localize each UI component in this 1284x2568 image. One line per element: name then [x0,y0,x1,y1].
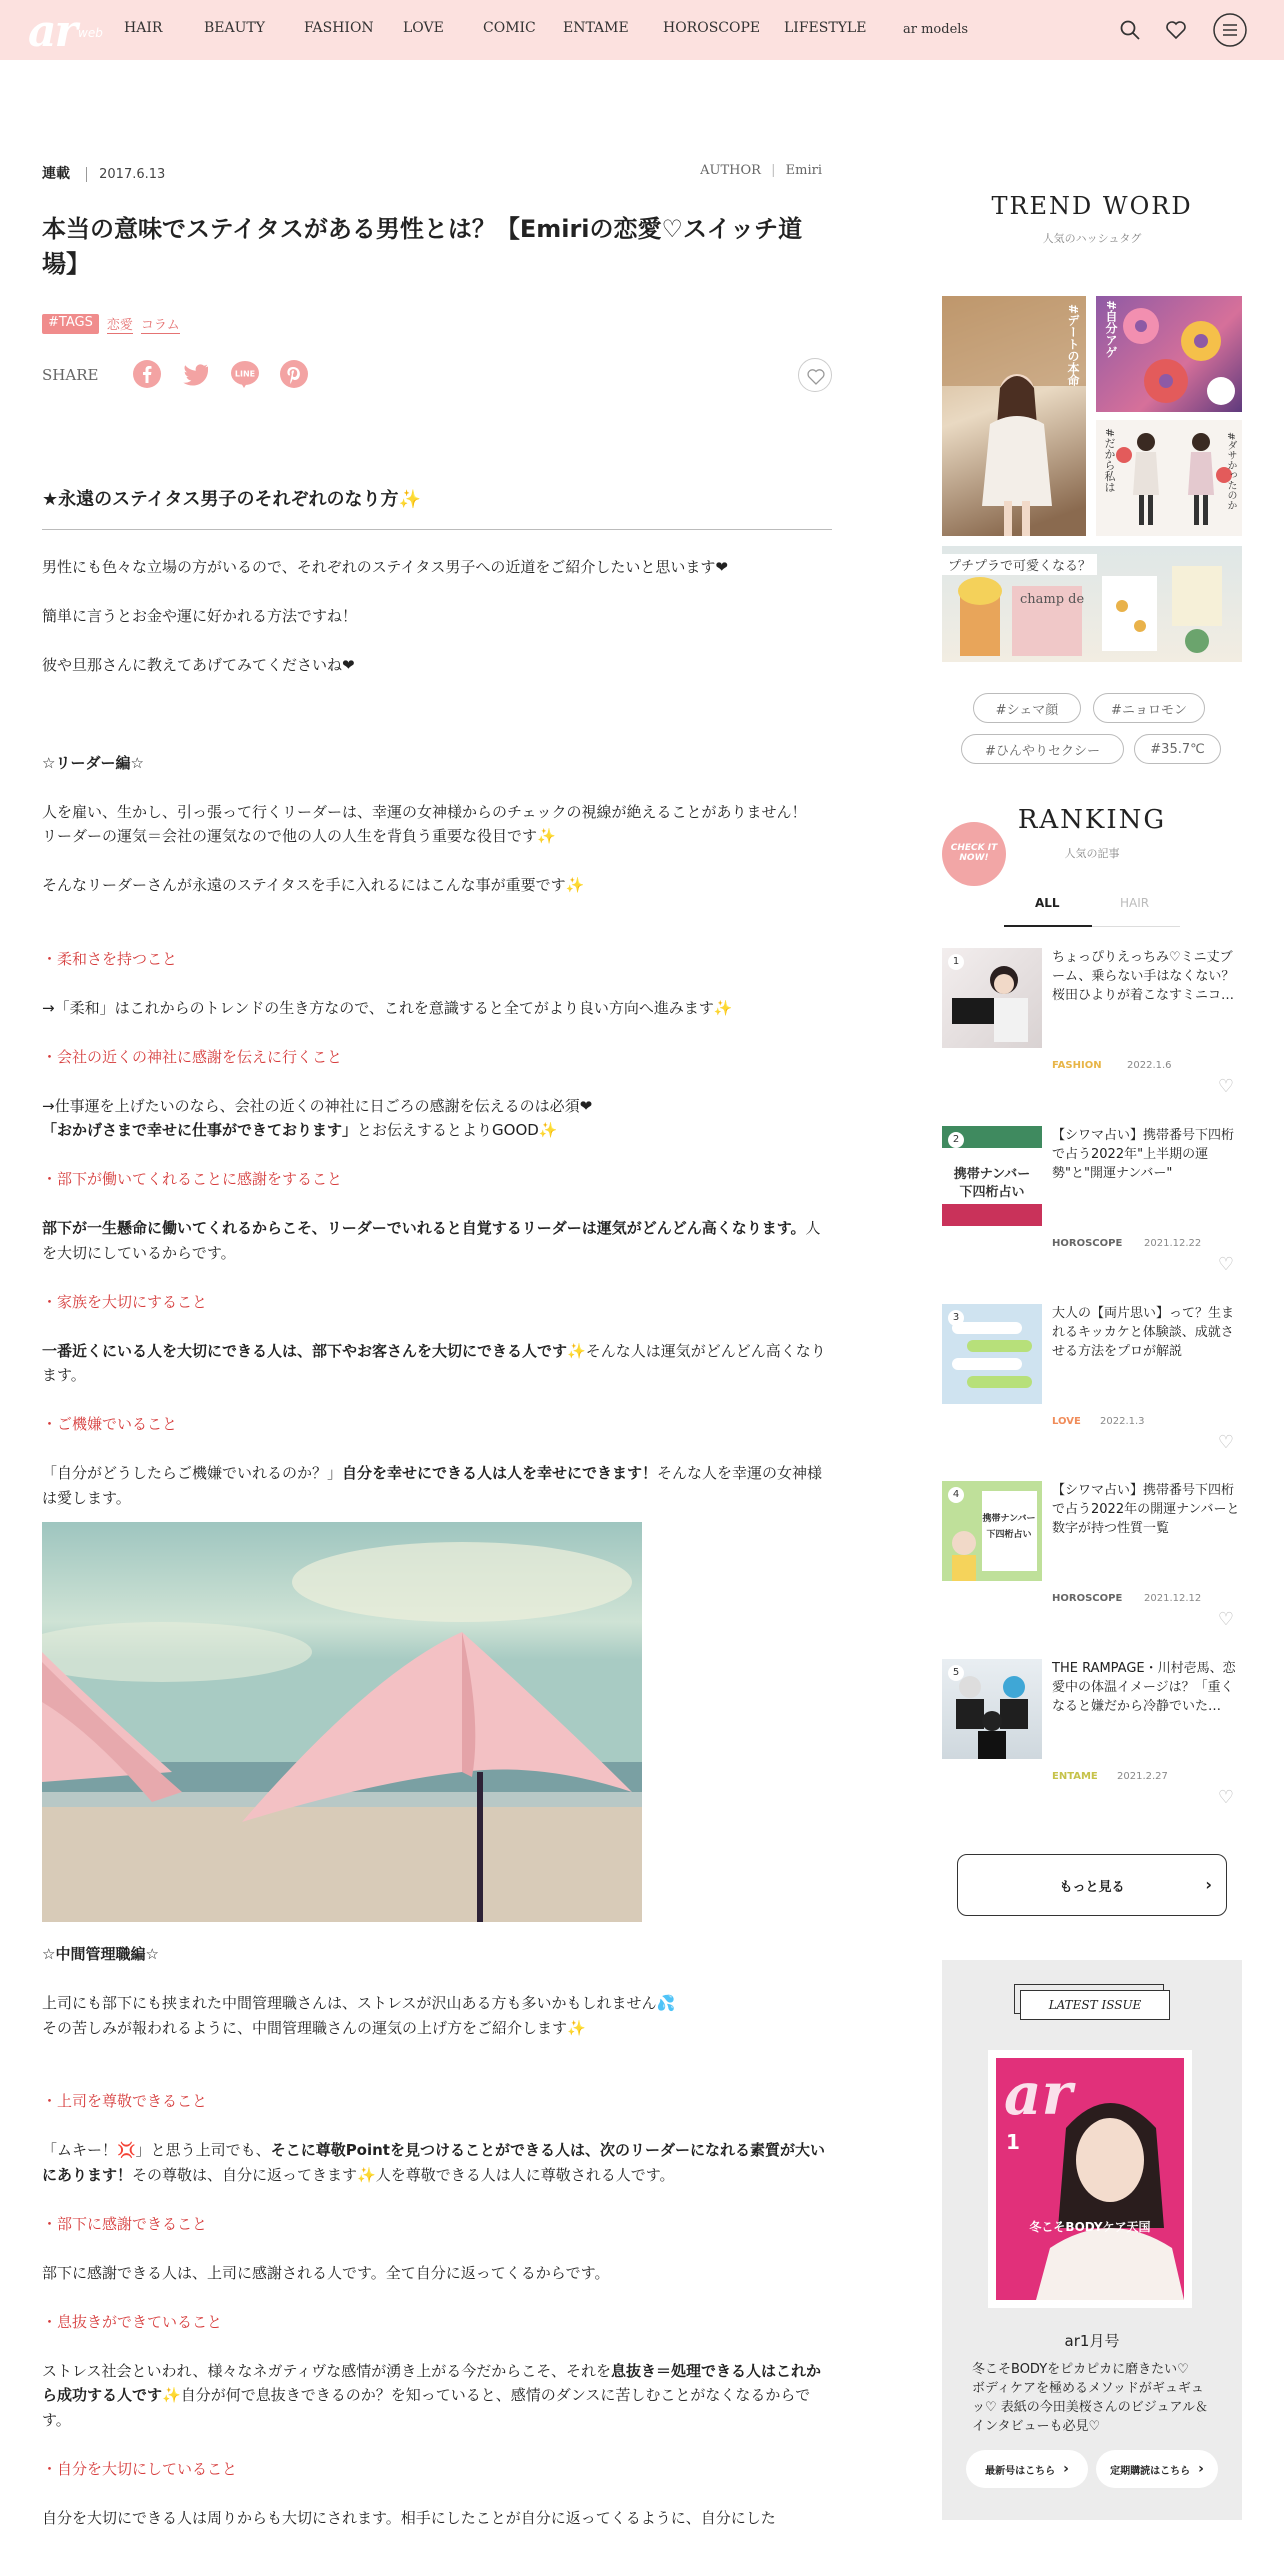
bold-text: 自分を幸せにできる人は人を幸せにできます！ [342,1464,658,1482]
beach-umbrella-illustration [42,1522,642,1922]
rank-number: 5 [948,1665,964,1681]
paragraph [42,1339,832,1388]
point-heading: ・自分を大切にしていること [42,2459,238,2478]
article-body [42,488,832,2530]
trend-image-label: プチプラで可愛くなる？ [942,554,1097,575]
trend-image-petit-price[interactable] [942,546,1242,662]
ranking-title-text: 【シワマ占い】携帯番号下四桁で占う2022年の開運ナンバーと数字が持つ性質一覧 [1052,1483,1240,1536]
latest-issue-button-label: 最新号はこちら [985,2465,1056,2477]
text: とお伝えするとよりGOOD✨ [357,1121,558,1139]
nav-item-love[interactable]: LOVE [403,20,444,36]
cover-month: 1 [1006,2130,1020,2154]
series-label[interactable]: 連載 [42,166,70,182]
chevron-right-icon: › [1063,2461,1069,2477]
article-title: 本当の意味でステイタスがある男性とは？【Emiriの恋愛♡スイッチ道場】 [42,215,803,278]
tag-love[interactable]: 恋愛 [107,314,133,334]
ranking-thumbnail [942,948,1042,1048]
subheading-middle: ☆中間管理職編☆ [42,1945,159,1963]
bold-text: 「おかげさまで幸せに仕事ができております」 [42,1121,358,1139]
section-heading: ★永遠のステイタス男子のそれぞれのなり方✨ [42,488,832,530]
svg-text:携帯ナンバー: 携帯ナンバー [953,1167,1031,1182]
pinterest-share-icon[interactable] [279,359,309,389]
paragraph [42,1461,832,1510]
trend-word-title: TREND WORD [991,192,1193,220]
text: ストレス社会といわれ、様々なネガティヴな感情が湧き上がる今だからこそ、それを [42,2361,611,2380]
hashtag-pill[interactable]: #ニョロモン [1093,693,1205,723]
rank-number: 1 [948,954,964,970]
heart-icon[interactable]: ♡ [1217,1609,1234,1630]
latest-issue-label: LATEST ISSUE [1020,1990,1170,2020]
check-it-now-badge: CHECK IT NOW! [942,822,1006,886]
paragraph: 上司にも部下にも挟まれた中間管理職さんは、ストレスが沢山ある方も多いかもしれません💦 [42,1994,676,2012]
ranking-item[interactable] [942,1481,1242,1641]
issue-name: ar1月号 [1064,2332,1120,2350]
paragraph: リーダーの運気＝会社の運気なので他の人の人生を背負う重要な役目です✨ [42,827,556,845]
nav-item-beauty[interactable]: BEAUTY [204,20,265,36]
paragraph: 彼や旦那さんに教えてあげてみてくださいね❤ [42,655,355,674]
ranking-date: 2021.12.12 [1144,1593,1202,1604]
text: その尊敬は、自分に返ってきます✨人を尊敬できる人は人に尊敬される人です。 [132,2165,675,2184]
paragraph: 男性にも色々な立場の方がいるので、それぞれのステイタス男子への近道をご紹介したいと思います❤ [42,557,728,576]
article-meta [42,163,822,183]
bold-text: 部下が一生懸命に働いてくれるからこそ、リーダーでいれると自覚するリーダーは運気がどんどん高くなります。 [42,1219,806,1237]
beach-umbrella-photo [42,1522,642,1922]
facebook-share-icon[interactable] [132,359,162,389]
paragraph: そんなリーダーさんが永遠のステイタスを手に入れるにはこんな事が重要です✨ [42,876,585,894]
cover-logo: ar [1004,2060,1073,2128]
paragraph: 自分を大切にできる人は周りからも大切にされます。相手にしたことが自分に返ってくるように、自分にした [42,2508,776,2527]
ranking-title-text: ちょっぴりえっちみ♡ミニ丈ブーム、乗らない手はなくない？桜田ひよりが着こなすミニコ… [1052,950,1235,1003]
text: そんな人を幸運の女神様は愛します。 [42,1464,823,1507]
ranking-thumbnail [942,1481,1042,1581]
ranking-date: 2021.2.27 [1117,1771,1168,1782]
twitter-share-icon[interactable] [181,359,211,389]
heart-icon[interactable]: ♡ [1217,1076,1234,1097]
line-share-icon[interactable] [230,359,260,389]
nav-item-horoscope[interactable]: HOROSCOPE [663,20,761,36]
rank-number: 4 [948,1487,964,1503]
ranking-title-text: 大人の【両片思い】って？生まれるキッカケと体験談、成就させる方法をプロが解説 [1052,1306,1235,1359]
paragraph: 人を雇い、生かし、引っ張って行くリーダーは、幸運の女神様からのチェックの視線が絶えることがありません！ [42,802,807,821]
site-header [0,0,1284,60]
paragraph: その苦しみが報われるように、中間管理職さんの運気の上げ方をご紹介します✨ [42,2018,586,2037]
paragraph: 部下に感謝できる人は、上司に感謝される人です。全て自分に返ってくるからです。 [42,2263,610,2282]
subheading-leader: ☆リーダー編☆ [42,753,144,772]
rank-number: 3 [948,1310,964,1326]
share-label: SHARE [42,366,99,384]
trend-image-dasai[interactable] [1096,420,1242,536]
point-heading: ・家族を大切にすること [42,1292,208,1311]
point-heading: ・ご機嫌でいること [42,1415,178,1433]
text: そんな人は運気がどんどん高くなります。 [42,1341,826,1384]
point-heading: ・部下が働いてくれることに感謝をすること [42,1170,343,1188]
chevron-right-icon: › [1205,1875,1212,1894]
nav-item-hair[interactable]: HAIR [124,20,163,36]
ranking-date: 2021.12.22 [1144,1238,1202,1249]
ranking-tab-indicator [1004,925,1092,927]
trend-word-subtitle: 人気のハッシュタグ [1042,232,1142,245]
paragraph [42,2138,832,2187]
text: 人を大切にしているからです。 [42,1219,821,1262]
ranking-item[interactable] [942,1126,1242,1286]
ranking-category: LOVE [1052,1416,1081,1427]
paragraph [42,1216,832,1265]
text: 自分が何で息抜きできるのか？を知っていると、感情のダンスに苦しむことがなくなるからです。 [42,2386,811,2429]
text: 「ムキー！💢」と思う上司でも、 [42,2141,271,2159]
site-logo-sub: web [78,26,103,40]
author-name[interactable]: Emiri [785,163,822,178]
trend-image-label: #デートの本命 [1066,304,1080,387]
trend-image-brand: champ de [1020,592,1085,607]
svg-text:下四桁占い: 下四桁占い [959,1185,1025,1200]
nav-item-fashion[interactable]: FASHION [304,20,374,36]
hashtag-pill[interactable]: #シェマ顔 [973,693,1081,723]
nav-item-entame[interactable]: ENTAME [563,20,629,36]
author-info: AUTHOR | Emiri [700,163,822,178]
cover-headline: 冬こそBODYケア天国 [1029,2220,1151,2234]
ranking-category: HOROSCOPE [1052,1238,1123,1249]
publish-date: 2017.6.13 [86,167,165,182]
svg-text:下四桁占い: 下四桁占い [986,1530,1032,1540]
rank-number: 2 [948,1132,964,1148]
favorite-button[interactable] [798,358,832,392]
point-heading: ・会社の近くの神社に感謝を伝えに行くこと [42,1047,343,1066]
bold-text: そこに尊敬Pointを見つけることができる人は、次のリーダーになれる素質が大いにあります！ [42,2141,825,2184]
magazine-cover-art [996,2058,1184,2300]
paragraph: →仕事運を上げたいのなら、会社の近くの神社に日ごろの感謝を伝えるのは必須❤ [42,1096,593,1115]
favorite-heart-icon[interactable] [1164,18,1188,42]
trend-image-label: #だから私は [1103,428,1116,493]
author-label: AUTHOR [700,163,761,178]
heart-icon[interactable]: ♡ [1217,1432,1234,1453]
issue-description: 冬こそBODYをピカピカに磨きたい♡ ボディケアを極めるメソッドがギュギュッ♡ 表紙の今田美桜さんのビジュアル＆インタビューも必見♡ [972,2362,1209,2434]
tags-badge: #TAGS [42,314,99,334]
ranking-category: HOROSCOPE [1052,1593,1123,1604]
more-ranking-button[interactable] [957,1854,1227,1916]
heart-icon[interactable]: ♡ [1217,1787,1234,1808]
chevron-right-icon: › [1198,2461,1204,2477]
cover-model-illustration [1036,2088,1184,2300]
point-heading: ・部下に感謝できること [42,2214,208,2233]
nav-item-ar-models[interactable]: ar models [903,22,969,37]
hashtag-pill[interactable]: #ひんやりセクシー [961,734,1124,764]
menu-icon[interactable] [1212,12,1248,48]
heart-icon[interactable]: ♡ [1217,1254,1234,1275]
paragraph [42,1118,832,1143]
bold-text: 息抜き＝処理できる人はこれから成功する人です✨ [42,2361,821,2404]
paragraph [42,2359,832,2433]
latest-issue-button[interactable] [966,2450,1088,2488]
ranking-subtitle: 人気の記事 [1064,847,1120,860]
text: 「自分がどうしたらご機嫌でいれるのか？」 [42,1464,343,1482]
point-heading: ・柔和さを持つこと [42,949,178,968]
ranking-item[interactable] [942,1659,1242,1819]
ranking-title-text: THE RAMPAGE・川村壱馬、恋愛中の体温イメージは？「重くなると嫌だから冷静でいた… [1052,1661,1236,1714]
site-logo[interactable]: ar [28,6,76,57]
hashtag-pill[interactable]: #35.7℃ [1134,734,1221,764]
trend-image-sublabel: #ダサかったのか [1225,432,1236,511]
subscribe-button-label: 定期購読はこちら [1110,2465,1191,2477]
ranking-item[interactable] [942,1304,1242,1464]
magazine-cover[interactable] [988,2050,1192,2308]
ranking-tab-hair[interactable]: HAIR [1120,896,1150,910]
subscribe-button[interactable] [1096,2450,1218,2488]
tag-list [42,314,180,334]
latest-issue-panel [942,1960,1242,2520]
paragraph: 簡単に言うとお金や運に好かれる方法ですね！ [42,606,358,625]
ranking-tab-all[interactable]: ALL [1035,896,1060,910]
ranking-category: ENTAME [1052,1771,1098,1782]
paragraph: →「柔和」はこれからのトレンドの生き方なので、これを意識すると全てがより良い方向へ進みます✨ [42,998,733,1017]
point-heading: ・息抜きができていること [42,2312,223,2331]
tag-column[interactable]: コラム [141,314,180,334]
share-bar [42,358,832,392]
more-label: もっと見る [1059,1879,1125,1895]
ranking-date: 2022.1.6 [1127,1060,1172,1071]
ranking-thumbnail [942,1659,1042,1759]
search-icon[interactable] [1118,18,1142,42]
nav-item-lifestyle[interactable]: LIFESTYLE [784,20,867,36]
svg-text:携帯ナンバー: 携帯ナンバー [982,1514,1036,1524]
trend-image-self[interactable] [1096,296,1242,412]
nav-item-comic[interactable]: COMIC [483,20,536,36]
ranking-date: 2022.1.3 [1100,1416,1145,1427]
ranking-category: FASHION [1052,1060,1102,1071]
ranking-thumbnail [942,1304,1042,1404]
ranking-item[interactable] [942,948,1242,1108]
trend-image-label: #自分アゲ [1104,300,1118,359]
ranking-thumbnail [942,1126,1042,1226]
trend-image-date[interactable] [942,296,1086,536]
ranking-title: RANKING [1017,805,1167,835]
svg-text:LINE: LINE [234,369,256,379]
point-heading: ・上司を尊敬できること [42,2092,208,2110]
heart-icon [799,359,833,393]
ranking-title-text: 【シワマ占い】携帯番号下四桁で占う2022年"上半期の運勢"と"開運ナンバー" [1052,1128,1235,1181]
bold-text: 一番近くにいる人を大切にできる人は、部下やお客さんを大切にできる人です✨ [42,1341,586,1360]
